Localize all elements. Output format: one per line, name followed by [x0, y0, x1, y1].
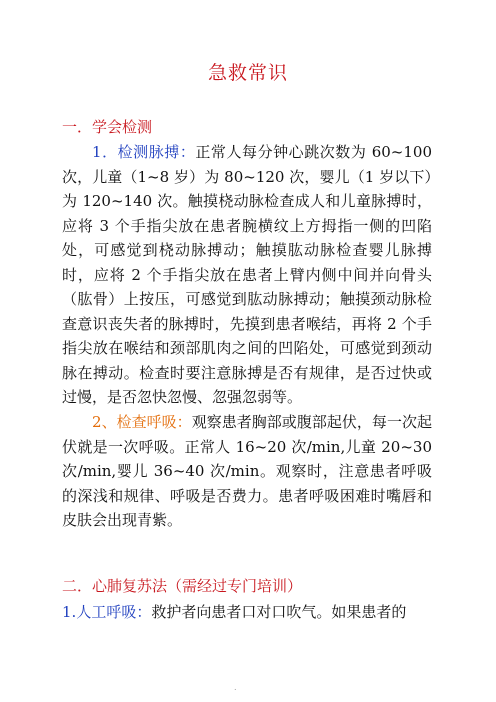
breathing-check-text: 观察患者胸部或腹部起伏，每一次起伏就是一次呼吸。正常人 16~20 次/min,儿童 20~30 次/min,婴儿 36~40 次/min。观察时，注意患者呼吸的深浅和规律、呼吸是否费力。患者呼吸困难时嘴唇和皮肤会出现青紫。: [62, 413, 432, 529]
document-title: 急救常识: [207, 62, 288, 84]
artificial-respiration-number: 1.: [62, 603, 77, 621]
pulse-check-text: 正常人每分钟心跳次数为 60~100 次，儿童（1~8 岁）为 80~120 次，婴儿（1 岁以下）为 120~140 次。触摸桡动脉检查成人和儿童脉搏时，应将 3 个手指尖放在患者腕横纹上方拇指一侧的凹陷处，可感觉到桡动脉搏动；触摸肱动脉检查婴儿脉搏时，应将 2 个手指尖放在患者上臂内侧中间并向骨头（肱骨）上按压，可感觉到肱动脉搏动；触摸颈动脉检查意识丧失者的脉搏时，先摸到患者喉结，再将 2 个手指尖放在喉结和颈部肌肉之间的凹陷处，可感觉到颈动脉在搏动。检查时要注意脉搏是否有规律，是否过快或过慢，是否忽快忽慢、忽强忽弱等。: [62, 143, 432, 406]
artificial-respiration-text: 救护者向患者口对口吹气。如果患者的: [151, 603, 407, 621]
paragraph-pulse-check: [62, 140, 432, 410]
artificial-respiration-lead: 人工呼吸：: [76, 603, 152, 621]
page-footer-mark: .: [234, 683, 237, 692]
paragraph-artificial-respiration: [62, 600, 432, 625]
section-heading-detection: 一．学会检测: [62, 118, 153, 136]
paragraph-breathing-check: [62, 410, 432, 533]
pulse-check-lead: 1．检测脉搏：: [92, 143, 196, 161]
breathing-check-lead: 2、检查呼吸：: [92, 413, 192, 431]
section-heading-cpr: 二．心肺复苏法（需经过专门培训）: [62, 577, 303, 595]
